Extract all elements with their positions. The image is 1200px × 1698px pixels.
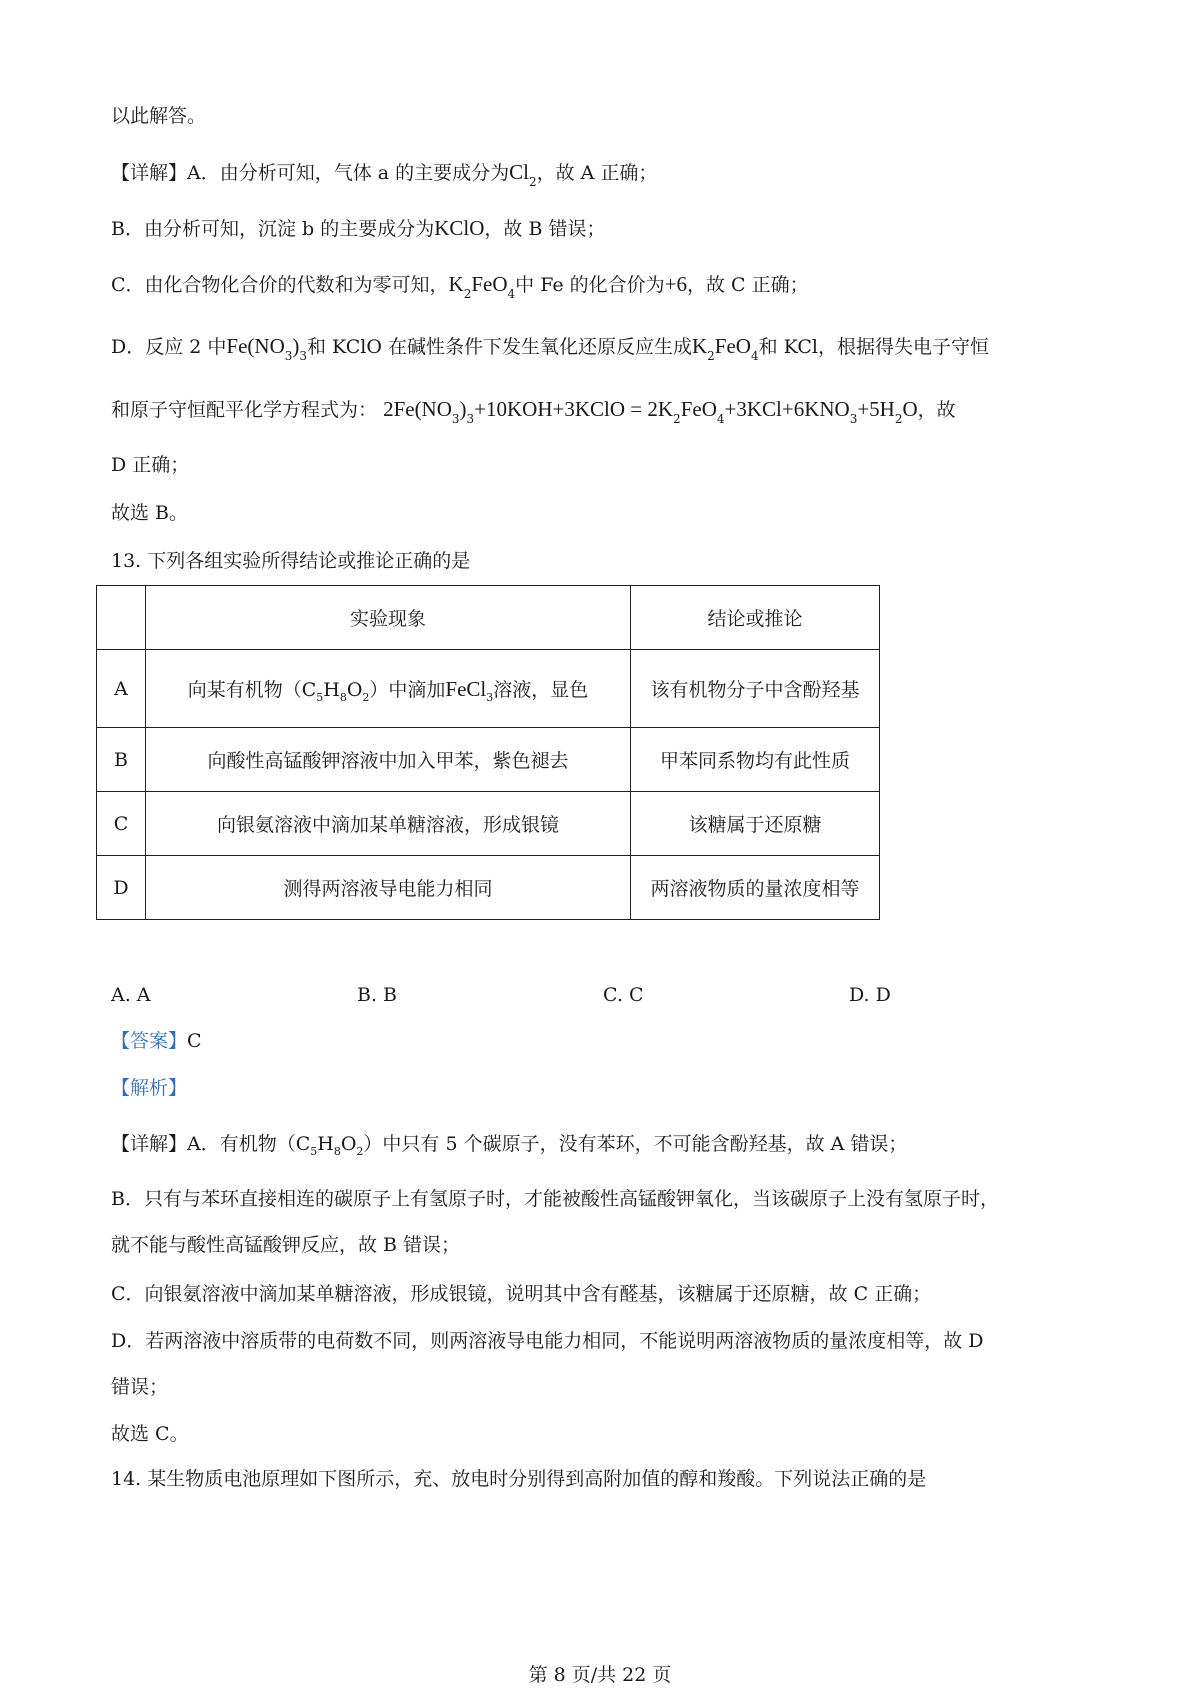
table-row [97, 650, 880, 728]
subscript: 2 [707, 349, 715, 363]
text: ）中只有 5 个碳原子，没有苯环，不可能含酚羟基，故 A 错误； [363, 1133, 908, 1155]
text: ，故 C 正确； [686, 274, 809, 296]
subscript: 2 [356, 1145, 364, 1158]
subscript: 3 [299, 349, 308, 363]
detail-b-line [111, 215, 605, 242]
option-d: D. D [849, 984, 891, 1006]
formula: ) [292, 334, 300, 358]
subscript: 4 [750, 349, 759, 363]
phenomenon-cell: 向银氨溶液中滴加某单糖溶液，形成银镜 [146, 792, 631, 856]
explain-d-line: D．若两溶液中溶质带的电荷数不同，则两溶液导电能力相同，不能说明两溶液物质的量浓度相等，故 D [111, 1330, 984, 1352]
formula: O [902, 397, 918, 421]
subscript: 3 [451, 412, 460, 426]
option-a: A. A [111, 984, 151, 1006]
text: 和原子守恒配平化学方程式为： [111, 399, 378, 421]
conclusion-cell: 两溶液物质的量浓度相等 [631, 856, 880, 920]
explain-a-line [111, 1131, 907, 1160]
detail-c-line [111, 271, 809, 300]
text: H [323, 679, 340, 701]
text: 中 Fe 的化合价为 [515, 274, 665, 296]
formula: 2Fe(NO [383, 397, 452, 421]
formula: +3KCl+6KNO [724, 397, 850, 421]
question-14: 14. 某生物质电池原理如下图所示，充、放电时分别得到高附加值的醇和羧酸。下列说法正确的是 [111, 1468, 927, 1490]
text: C．由化合物化合价的代数和为零可知， [111, 274, 449, 296]
text: 【详解】A．有机物（C [111, 1133, 311, 1155]
detail-d-line [111, 333, 989, 362]
explain-d-line-2: 错误； [111, 1376, 169, 1398]
text-line: D 正确； [111, 454, 190, 476]
text: 溶液，显色 [493, 679, 589, 701]
row-label: B [97, 728, 146, 792]
analysis-tag: 【解析】 [111, 1077, 188, 1099]
formula: FeCl [445, 677, 487, 701]
answer-value: C [187, 1030, 202, 1052]
text: ，故 A 正确； [536, 162, 658, 184]
formula: +10KOH+3KClO = 2K [474, 397, 674, 421]
experiment-table [96, 585, 880, 920]
formula: K [691, 334, 708, 358]
formula: ) [459, 397, 467, 421]
text: 和 KCl，根据得失电子守恒 [758, 336, 989, 358]
subscript: 3 [466, 412, 475, 426]
text: B．由分析可知，沉淀 b 的主要成分为 [111, 218, 435, 240]
text: 【详解】A．由分析可知，气体 a 的主要成分为 [111, 162, 510, 184]
subscript: 3 [849, 412, 858, 426]
explain-b-line-2: 就不能与酸性高锰酸钾反应，故 B 错误； [111, 1234, 461, 1256]
conclusion-cell: 该有机物分子中含酚羟基 [631, 650, 880, 728]
table-header-cell: 实验现象 [146, 586, 631, 650]
explain-c-line: C．向银氨溶液中滴加某单糖溶液，形成银镜，说明其中含有醛基，该糖属于还原糖，故 C 正确； [111, 1283, 932, 1305]
subscript: 3 [284, 349, 293, 363]
table-header-row [97, 586, 880, 650]
option-b: B. B [357, 984, 398, 1006]
page-footer: 第 8 页/共 22 页 [528, 1664, 672, 1686]
text: O [346, 679, 363, 701]
formula: +6 [664, 272, 687, 296]
text: H [317, 1133, 334, 1155]
option-c: C. C [603, 984, 644, 1006]
subscript: 2 [528, 175, 537, 189]
table-row [97, 728, 880, 792]
answer-line [111, 1028, 202, 1054]
text: ，故 B 错误； [484, 218, 606, 240]
formula: FeO [680, 397, 717, 421]
subscript: 4 [716, 412, 725, 426]
table-header-cell: 结论或推论 [631, 586, 880, 650]
subscript: 2 [463, 287, 472, 301]
conclusion-cell: 甲苯同系物均有此性质 [631, 728, 880, 792]
formula: +5H [857, 397, 895, 421]
formula: Fe [226, 334, 248, 358]
detail-a-line [111, 159, 657, 188]
explain-conclusion: 故选 C。 [111, 1423, 189, 1445]
subscript: 2 [362, 691, 370, 704]
row-label: D [97, 856, 146, 920]
phenomenon-cell [146, 650, 631, 728]
text: 向某有机物（C [187, 679, 317, 701]
text-line: 以此解答。 [111, 105, 207, 127]
text: 和 KClO 在碱性条件下发生氧化还原反应生成 [307, 336, 692, 358]
row-label: A [97, 650, 146, 728]
question-13: 13. 下列各组实验所得结论或推论正确的是 [111, 550, 471, 572]
equation-line [111, 396, 956, 425]
table-row [97, 792, 880, 856]
phenomenon-cell: 向酸性高锰酸钾溶液中加入甲苯，紫色褪去 [146, 728, 631, 792]
formula: (NO [247, 334, 285, 358]
subscript: 2 [673, 412, 681, 426]
subscript: 5 [316, 691, 324, 704]
table-row [97, 856, 880, 920]
answer-tag: 【答案】 [111, 1030, 188, 1052]
subscript: 4 [507, 287, 516, 301]
text: D．反应 2 中 [111, 336, 227, 358]
subscript: 5 [310, 1145, 318, 1158]
table-header-cell [97, 586, 146, 650]
text: ，故 [917, 399, 956, 421]
phenomenon-cell: 测得两溶液导电能力相同 [146, 856, 631, 920]
text-line: 故选 B。 [111, 502, 189, 524]
conclusion-cell: 该糖属于还原糖 [631, 792, 880, 856]
row-label: C [97, 792, 146, 856]
subscript: 8 [339, 691, 347, 704]
text: O [340, 1133, 357, 1155]
subscript: 3 [486, 691, 494, 704]
formula: Cl [509, 160, 529, 184]
formula: FeO [714, 334, 751, 358]
subscript: 8 [333, 1145, 341, 1158]
explain-b-line: B．只有与苯环直接相连的碳原子上有氢原子时，才能被酸性高锰酸钾氧化，当该碳原子上没有氢原子时， [111, 1188, 999, 1210]
formula: K [448, 272, 464, 296]
formula: FeO [471, 272, 508, 296]
subscript: 2 [894, 412, 903, 426]
text: ）中滴加 [369, 679, 446, 701]
formula: KClO [434, 216, 485, 240]
